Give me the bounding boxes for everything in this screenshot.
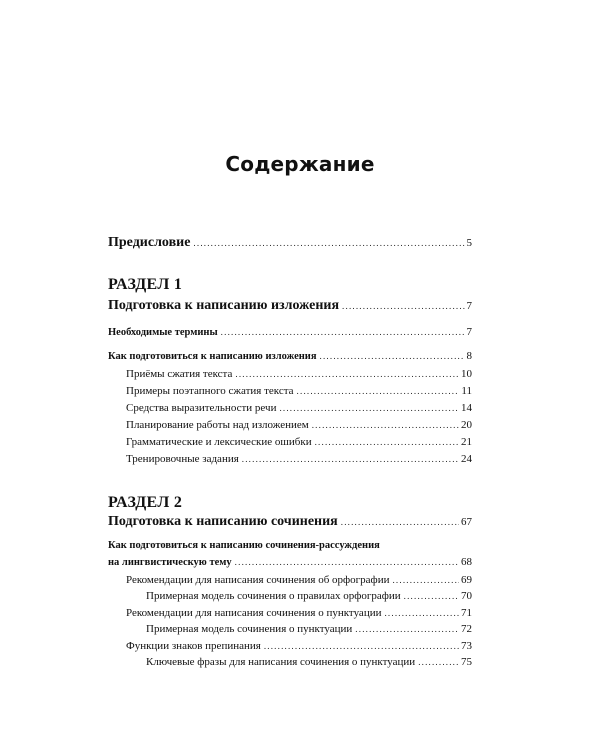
page-title: Содержание (225, 152, 375, 176)
toc-entry-page: 73 (461, 640, 472, 652)
toc-entry-page: 11 (461, 385, 472, 397)
toc-entry-label: Грамматические и лексические ошибки (126, 436, 312, 448)
toc-entry-label-line2: на лингвистическую тему (108, 557, 232, 568)
toc-entry-label: Тренировочные задания (126, 453, 239, 465)
toc-entry-item[interactable] (108, 453, 472, 465)
toc-entry-item[interactable] (108, 402, 472, 414)
section-1-heading: РАЗДЕЛ 1 (108, 276, 183, 293)
toc-entry-label: Предисловие (108, 235, 191, 250)
toc-entry-section2-main[interactable] (108, 514, 472, 530)
toc-entry-page: 5 (466, 237, 472, 249)
dot-leader (235, 557, 459, 567)
toc-entry-section1-main[interactable] (108, 298, 472, 314)
dot-leader (193, 238, 464, 248)
dot-leader (297, 386, 460, 396)
toc-entry-label: Как подготовиться к написанию изложения (108, 351, 317, 362)
toc-entry-prepare-izlozhenie[interactable] (108, 350, 472, 362)
toc-entry-label-line1: Как подготовиться к написанию сочинения-рассуждения (108, 540, 380, 551)
toc-entry-label: Примеры поэтапного сжатия текста (126, 385, 294, 397)
dot-leader (312, 420, 459, 430)
toc-entry-item[interactable] (108, 419, 472, 431)
toc-entry-item[interactable] (108, 436, 472, 448)
toc-entry-page: 67 (461, 516, 472, 528)
toc-entry-page: 7 (466, 326, 472, 338)
dot-leader (418, 657, 459, 667)
toc-entry-page: 71 (461, 607, 472, 619)
toc-entry-page: 24 (461, 453, 472, 465)
toc-entry-label: Средства выразительности речи (126, 402, 277, 414)
toc-entry-item[interactable] (108, 607, 472, 619)
toc-entry-page: 75 (461, 656, 472, 668)
toc-entry-page: 69 (461, 574, 472, 586)
toc-entry-prepare-sochinenie-cont[interactable] (108, 556, 472, 568)
toc-entry-prepare-sochinenie[interactable] (108, 540, 472, 551)
toc-entry-label: Подготовка к написанию сочинения (108, 514, 338, 529)
toc-entry-label: Ключевые фразы для написания сочинения о пунктуации (146, 656, 416, 668)
toc-entry-page: 72 (461, 623, 472, 635)
toc-entry-item[interactable] (108, 590, 472, 602)
section-2-heading: РАЗДЕЛ 2 (108, 494, 183, 511)
toc-entry-item[interactable] (108, 656, 472, 668)
toc-entry-page: 20 (461, 419, 472, 431)
toc-entry-page: 70 (461, 590, 472, 602)
toc-entry-page: 68 (461, 556, 472, 568)
dot-leader (279, 403, 459, 413)
toc-entry-page: 14 (461, 402, 472, 414)
toc-entry-page: 21 (461, 436, 472, 448)
toc-entry-item[interactable] (108, 623, 472, 635)
toc-entry-item[interactable] (108, 574, 472, 586)
toc-entry-page: 10 (461, 368, 472, 380)
toc-entry-terms[interactable] (108, 326, 472, 338)
toc-entry-label: Необходимые термины (108, 327, 218, 338)
dot-leader (315, 437, 459, 447)
toc-entry-label: Функции знаков препинания (126, 640, 261, 652)
toc-entry-preface[interactable] (108, 235, 472, 251)
dot-leader (404, 591, 459, 601)
dot-leader (320, 351, 465, 361)
dot-leader (355, 624, 459, 634)
toc-entry-item[interactable] (108, 368, 472, 380)
dot-leader (341, 517, 459, 527)
toc-entry-label: Рекомендации для написания сочинения об орфографии (126, 574, 390, 586)
dot-leader (384, 608, 459, 618)
dot-leader (221, 327, 465, 337)
toc-entry-label: Рекомендации для написания сочинения о пунктуации (126, 607, 382, 619)
toc-entry-item[interactable] (108, 640, 472, 652)
dot-leader (342, 301, 464, 311)
toc-entry-label: Примерная модель сочинения о правилах орфографии (146, 590, 401, 602)
toc-entry-label: Приёмы сжатия текста (126, 368, 233, 380)
dot-leader (242, 454, 459, 464)
dot-leader (392, 575, 459, 585)
toc-entry-item[interactable] (108, 385, 472, 397)
dot-leader (235, 369, 459, 379)
toc-entry-label: Примерная модель сочинения о пунктуации (146, 623, 353, 635)
dot-leader (264, 641, 459, 651)
toc-entry-label: Планирование работы над изложением (126, 419, 309, 431)
toc-entry-page: 7 (466, 300, 472, 312)
toc-entry-page: 8 (466, 350, 472, 362)
toc-entry-label: Подготовка к написанию изложения (108, 298, 340, 313)
